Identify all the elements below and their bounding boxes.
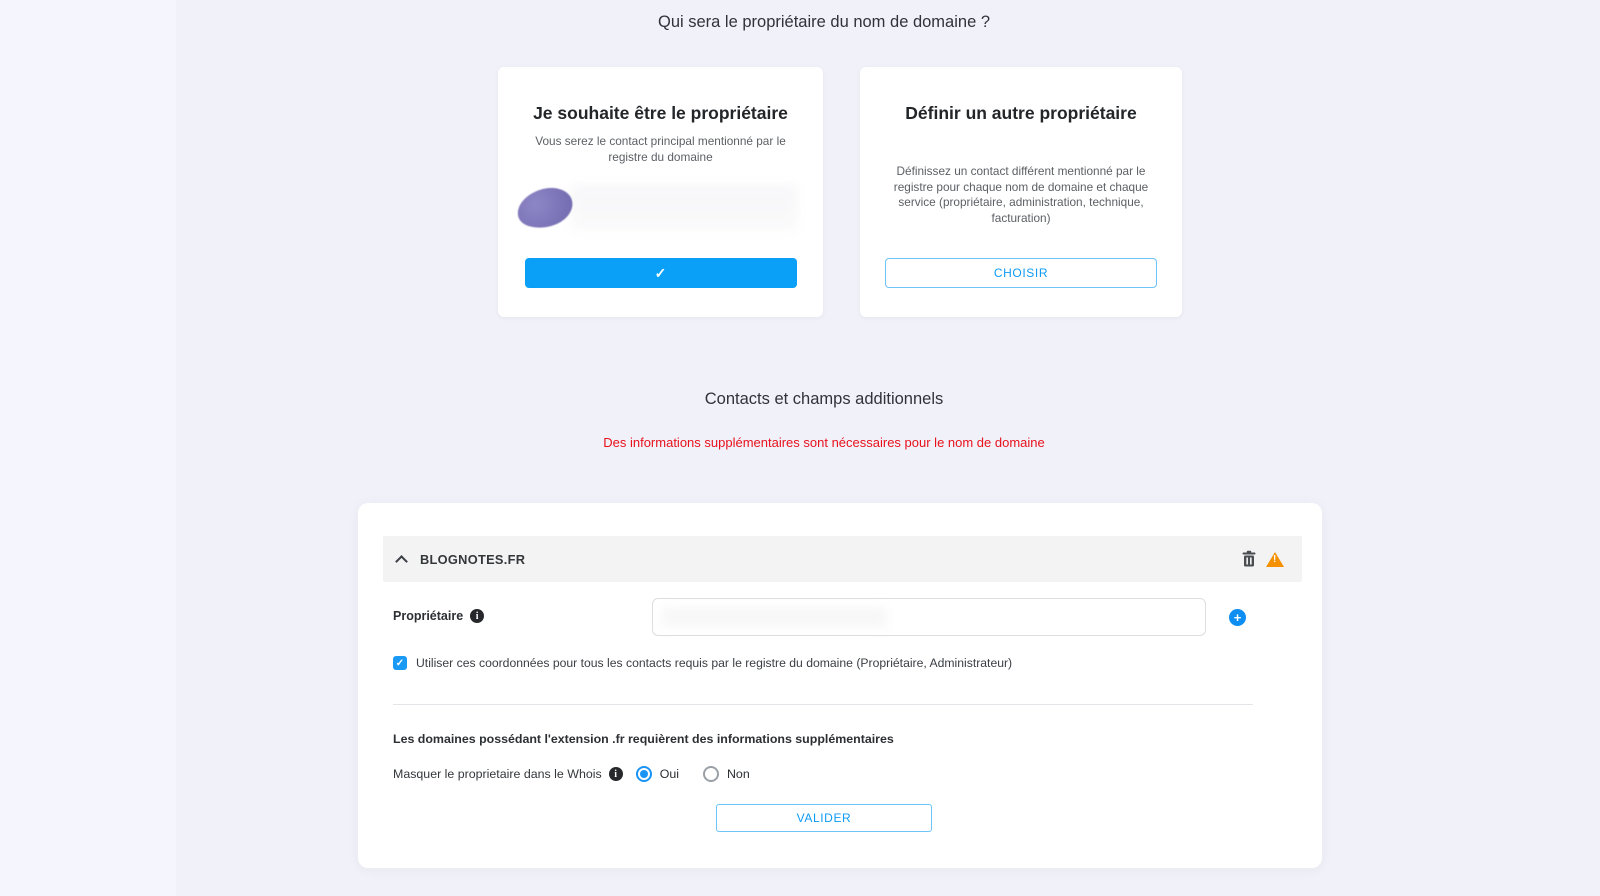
owner-input-wrapper	[652, 598, 1206, 636]
owner-card-other-title: Définir un autre propriétaire	[905, 103, 1137, 123]
domain-name: BLOGNOTES.FR	[420, 551, 526, 567]
warning-icon: !	[1266, 552, 1284, 567]
radio-selected-icon[interactable]	[636, 766, 652, 782]
checkbox-check-icon: ✓	[395, 657, 405, 669]
use-for-all-contacts-row[interactable]	[393, 656, 1012, 670]
plus-icon: +	[1233, 610, 1242, 625]
owner-card-self-description: Vous serez le contact principal mentionné par le registre du domaine	[535, 134, 786, 164]
validate-button[interactable]: VALIDER	[716, 804, 932, 832]
owner-contact-input[interactable]	[652, 598, 1206, 636]
whois-option-no[interactable]	[703, 766, 750, 782]
whois-option-no-label: Non	[726, 767, 750, 781]
whois-privacy-label: Masquer le proprietaire dans le Whois	[393, 767, 602, 781]
radio-unselected-icon[interactable]	[703, 766, 719, 782]
collapse-chevron-up-icon[interactable]	[395, 555, 408, 568]
check-icon: ✓	[654, 264, 667, 281]
owner-card-self-title: Je souhaite être le propriétaire	[533, 103, 788, 123]
contacts-section-title: Contacts et champs additionnels	[704, 390, 944, 408]
owner-contact-row	[393, 598, 1287, 636]
delete-domain-button[interactable]	[1241, 550, 1257, 568]
owner-card-other-description: Définissez un contact différent mentionné par le registre pour chaque nom de domaine et chaque service (propriétaire, administration, technique, facturation)	[893, 164, 1149, 225]
domain-header-icons	[1241, 550, 1284, 568]
owner-question-title: Qui sera le propriétaire du nom de domaine ?	[657, 13, 991, 31]
avatar	[513, 183, 577, 233]
whois-privacy-row	[393, 766, 750, 782]
redacted-contact-preview	[570, 185, 798, 231]
use-for-all-contacts-checkbox[interactable]	[393, 656, 407, 670]
trash-icon	[1241, 550, 1257, 568]
whois-option-yes[interactable]	[636, 766, 679, 782]
owner-field-label-group	[393, 609, 484, 623]
add-contact-button[interactable]	[1229, 609, 1246, 626]
whois-radio-group	[636, 766, 750, 782]
use-for-all-contacts-label: Utiliser ces coordonnées pour tous les contacts requis par le registre du domaine (Propriétaire, Administrateur)	[416, 656, 1013, 670]
section-divider	[393, 704, 1253, 705]
domain-contact-panel	[358, 503, 1322, 868]
owner-info-icon[interactable]: i	[470, 609, 484, 623]
whois-info-icon[interactable]: i	[609, 767, 623, 781]
owner-card-self[interactable]	[498, 67, 823, 317]
whois-option-yes-label: Oui	[659, 767, 679, 781]
owner-self-selected-button[interactable]	[525, 258, 797, 288]
additional-info-error-message: Des informations supplémentaires sont nécessaires pour le nom de domaine	[603, 435, 1045, 450]
domain-panel-header[interactable]	[383, 536, 1302, 582]
owner-card-other[interactable]	[860, 67, 1182, 317]
choose-other-owner-button[interactable]: CHOISIR	[885, 258, 1157, 288]
owner-field-label: Propriétaire	[393, 609, 464, 623]
fr-extension-notice: Les domaines possédant l'extension .fr requièrent des informations supplémentaires	[393, 732, 894, 746]
